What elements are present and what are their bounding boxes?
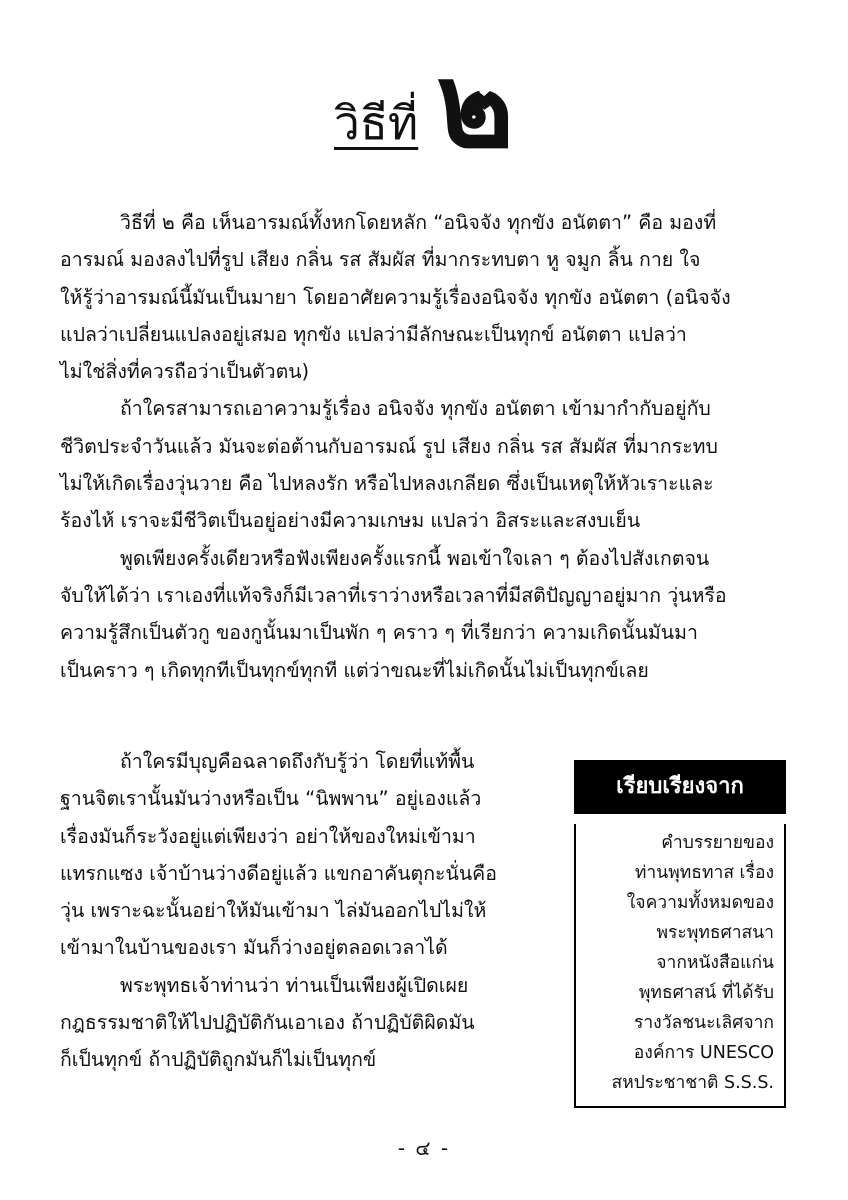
paragraph-line: เป็นคราว ๆ เกิดทุกทีเป็นทุกข์ทุกที แต่ว่าขณะที่ไม่เกิดนั้นไม่เป็นทุกข์เลย <box>60 658 649 682</box>
paragraph-line: วิธีที่ ๒ คือ เห็นอารมณ์ทั้งหกโดยหลัก “อนิจจัง ทุกขัง อนัตตา” คือ มองที่ <box>120 211 717 234</box>
paragraph-line: เรื่องมันก็ระวังอยู่แต่เพียงว่า อย่าให้ของใหม่เข้ามา <box>60 824 476 848</box>
source-credit-line: พุทธศาสน์ ที่ได้รับ <box>638 983 774 1003</box>
left-column-text <box>60 743 540 1079</box>
source-credit-line: ใจความทั้งหมดของ <box>626 893 774 913</box>
page-heading <box>0 36 848 174</box>
page-number: - ๔ - <box>397 1136 451 1160</box>
paragraph-line: ให้รู้ว่าอารมณ์นี้มันเป็นมายา โดยอาศัยความรู้เรื่องอนิจจัง ทุกขัง อนัตตา (อนิจจัง <box>60 285 731 309</box>
paragraph-line: แทรกแซง เจ้าบ้านว่างดีอยู่แล้ว แขกอาคันตุกะนั่นคือ <box>60 861 497 885</box>
paragraph-line: ชีวิตประจำวันแล้ว มันจะต่อต้านกับอารมณ์ รูป เสียง กลิ่น รส สัมผัส ที่มากระทบ <box>60 434 718 458</box>
paragraph-line: พูดเพียงครั้งเดียวหรือฟังเพียงครั้งแรกนี้ พอเข้าใจเลา ๆ ต้องไปสังเกตจน <box>120 546 710 570</box>
source-credit-line: จากหนังสือแก่น <box>656 953 774 973</box>
paragraph-line: ความรู้สึกเป็นตัวกู ของกูนั้นมาเป็นพัก ๆ คราว ๆ ที่เรียกว่า ความเกิดนั้นมันมา <box>60 621 698 645</box>
source-credit-line: องค์การ UNESCO <box>633 1043 774 1063</box>
source-credit-line: รางวัลชนะเลิศจาก <box>633 1013 774 1033</box>
source-credit-body <box>574 824 786 1108</box>
paragraph-line: วุ่น เพราะฉะนั้นอย่าให้มันเข้ามา ไล่มันออกไปไม่ให้ <box>60 899 487 923</box>
heading-numeral: ๒ <box>436 36 515 174</box>
paragraph-line: เข้ามาในบ้านของเรา มันก็ว่างอยู่ตลอดเวลาได้ <box>60 936 448 960</box>
paragraph-line: กฎธรรมชาติให้ไปปฏิบัติกันเอาเอง ถ้าปฏิบัติผิดมัน <box>60 1011 475 1035</box>
source-credit-box <box>574 760 786 1108</box>
source-credit-line: ท่านพุทธทาส เรื่อง <box>634 863 774 883</box>
paragraph-line: ฐานจิตเรานั้นมันว่างหรือเป็น “นิพพาน” อยู่เองแล้ว <box>60 787 482 811</box>
source-credit-line: สหประชาชาติ S.S.S. <box>611 1073 774 1093</box>
paragraph-line: อารมณ์ มองลงไปที่รูป เสียง กลิ่น รส สัมผัส ที่มากระทบตา หู จมูก ลิ้น กาย ใจ <box>60 248 701 272</box>
source-credit-line: พระพุทธศาสนา <box>656 923 774 943</box>
main-body-text <box>60 204 788 689</box>
paragraph-line: พระพุทธเจ้าท่านว่า ท่านเป็นเพียงผู้เปิดเผย <box>120 973 469 997</box>
paragraph-line: ถ้าใครมีบุญคือฉลาดถึงกับรู้ว่า โดยที่แท้พื้น <box>120 750 475 773</box>
source-credit-title: เรียบเรียงจาก <box>574 760 786 814</box>
paragraph-line: จับให้ได้ว่า เราเองที่แท้จริงก็มีเวลาที่เราว่างหรือเวลาที่มีสติปัญญาอยู่มาก วุ่นหรือ <box>60 583 727 607</box>
paragraph-line: ไม่ให้เกิดเรื่องวุ่นวาย คือ ไปหลงรัก หรือไปหลงเกลียด ซึ่งเป็นเหตุให้หัวเราะและ <box>60 472 714 496</box>
paragraph-line: แปลว่าเปลี่ยนแปลงอยู่เสมอ ทุกขัง แปลว่ามีลักษณะเป็นทุกข์ อนัตตา แปลว่า <box>60 322 687 346</box>
paragraph-line: ร้องไห้ เราจะมีชีวิตเป็นอยู่อย่างมีความเกษม แปลว่า อิสระและสงบเย็น <box>60 509 641 533</box>
paragraph-line: ถ้าใครสามารถเอาความรู้เรื่อง อนิจจัง ทุกขัง อนัตตา เข้ามากำกับอยู่กับ <box>120 397 711 421</box>
paragraph-line: ก็เป็นทุกข์ ถ้าปฏิบัติถูกมันก็ไม่เป็นทุกข์ <box>60 1048 377 1072</box>
heading-word: วิธีที่ <box>333 96 419 151</box>
source-credit-line: คำบรรยายของ <box>661 833 774 853</box>
paragraph-line: ไม่ใช่สิ่งที่ควรถือว่าเป็นตัวตน) <box>60 360 310 384</box>
